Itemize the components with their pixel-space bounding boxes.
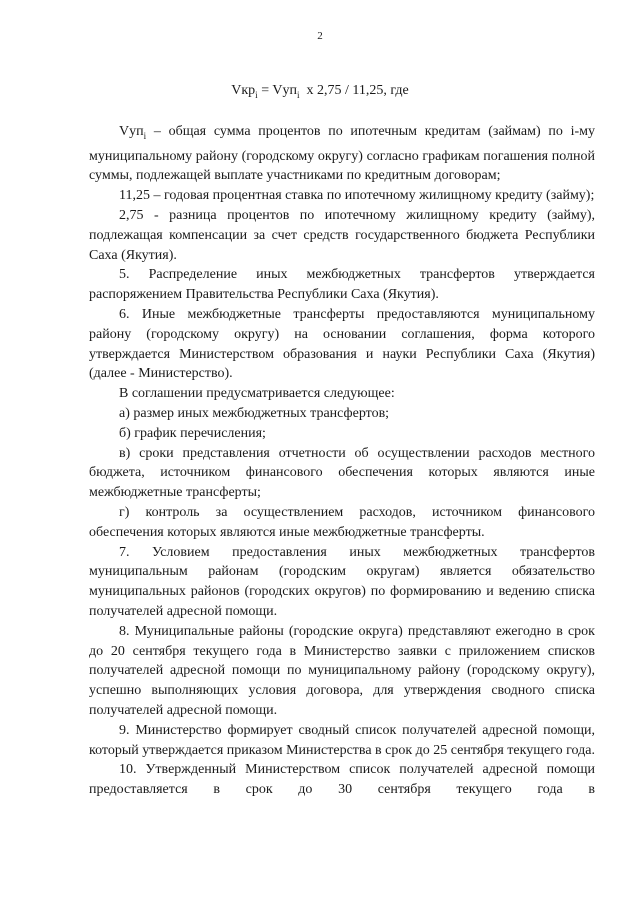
agreement-intro: В соглашении предусматривается следующее: [119, 386, 395, 402]
formula-rhs-subscript: i [296, 89, 300, 100]
agreement-item-b: б) график перечисления; [119, 425, 266, 441]
clause-5: 5. Распределение иных межбюджетных трансфертов утверждается распоряжением Правительства Республики Саха (Якутия). [89, 267, 595, 303]
document-body [89, 122, 595, 800]
page-number: 2 [317, 30, 323, 42]
agreement-item-v: в) сроки представления отчетности об осуществлении расходов местного бюджета, источником финансового обеспечения которых являются иные межбюджетные трансферты; [89, 445, 595, 501]
definition-term: Vуп [119, 124, 144, 139]
agreement-item-g: г) контроль за осуществлением расходов, источником финансового обеспечения которых являются иные межбюджетные трансферты. [89, 504, 595, 540]
formula [0, 83, 640, 100]
formula-equals: = [257, 83, 273, 98]
definition-difference: 2,75 - разница процентов по ипотечному жилищному кредиту (займу), подлежащая компенсации за счет средств государственного бюджета Республики Саха (Якутия). [89, 207, 595, 263]
clause-8: 8. Муниципальные районы (городские округа) представляют ежегодно в срок до 20 сентября текущего года в Министерство заявки с приложением списков получателей адресной помощи по муниципальному району (городскому округу), успешно выполняющих условия договора, для утверждения сводного списка получателей адресной помощи. [89, 623, 595, 718]
formula-tail: x 2,75 / 11,25, где [299, 83, 409, 98]
definition-text: – общая сумма процентов по ипотечным кредитам (займам) по i-му муниципальному району (городскому округу) согласно графикам погашения полной суммы, подлежащей выплате участниками по кредитным договорам; [89, 124, 595, 184]
formula-lhs-subscript: i [255, 89, 258, 100]
definition-vup [89, 122, 595, 186]
clause-10: 10. Утвержденный Министерством список получателей адресной помощи предоставляется в срок до 30 сентября текущего года в [89, 762, 595, 798]
clause-6: 6. Иные межбюджетные трансферты предоставляются муниципальному району (городскому округу) на основании соглашения, форма которого утверждается Министерством образования и науки Республики Саха (Якутия) (далее - Министерство). [89, 306, 595, 382]
formula-rhs: Vуп [272, 83, 297, 98]
definition-rate: 11,25 – годовая процентная ставка по ипотечному жилищному кредиту (займу); [119, 188, 595, 204]
formula-lhs: Vкр [231, 83, 256, 98]
definition-term-subscript: i [143, 130, 147, 141]
clause-7: 7. Условием предоставления иных межбюджетных трансфертов муниципальным районам (городским округам) является обязательство муниципальных районов (городских округов) по формированию и ведению списка получателей адресной помощи. [89, 544, 595, 619]
clause-9: 9. Министерство формирует сводный список получателей адресной помощи, который утверждается приказом Министерства в срок до 25 сентября текущего года. [89, 722, 595, 758]
agreement-item-a: а) размер иных межбюджетных трансфертов; [119, 405, 390, 421]
